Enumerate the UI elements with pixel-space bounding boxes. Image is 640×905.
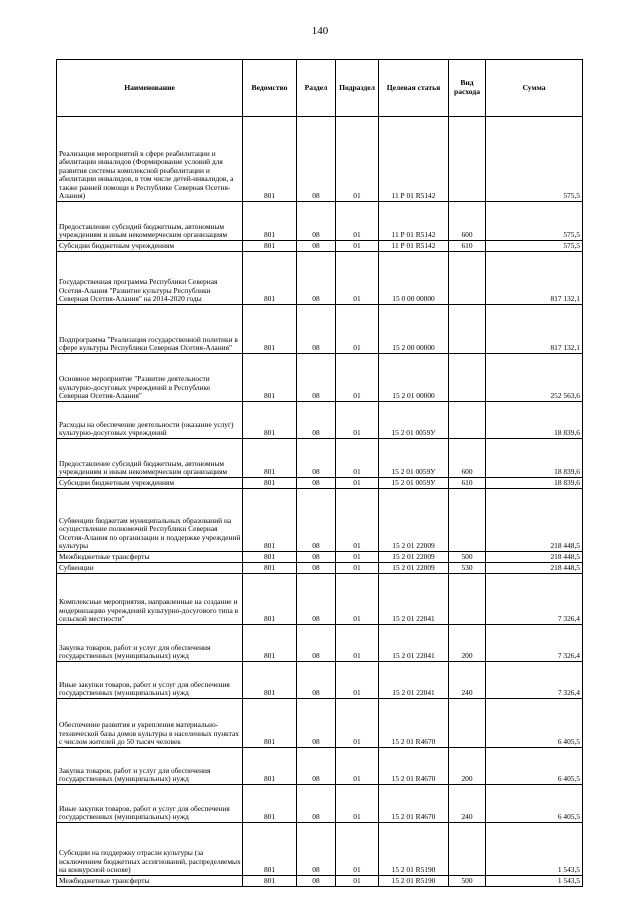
cell-subsection: 01	[336, 402, 379, 439]
cell-sum: 575,5	[486, 202, 583, 241]
cell-target: 15 2 01 22009	[379, 489, 449, 552]
cell-expense: 600	[449, 202, 486, 241]
cell-subsection: 01	[336, 252, 379, 305]
cell-dept: 801	[243, 662, 297, 699]
cell-section: 08	[297, 748, 336, 785]
cell-target: 15 2 01 R4670	[379, 748, 449, 785]
cell-subsection: 01	[336, 354, 379, 402]
cell-section: 08	[297, 823, 336, 876]
table-row	[57, 305, 583, 354]
header-sum: Сумма	[486, 60, 583, 117]
header-dept: Ведомство	[243, 60, 297, 117]
cell-section: 08	[297, 202, 336, 241]
cell-subsection: 01	[336, 785, 379, 823]
cell-sum: 1 543,5	[486, 823, 583, 876]
table-row	[57, 662, 583, 699]
cell-expense	[449, 354, 486, 402]
cell-dept: 801	[243, 823, 297, 876]
cell-name: Субвенции бюджетам муниципальных образований на осуществление полномочий Республики Северная Осетия-Алания по организации и поддержке учреждений культуры	[57, 489, 243, 552]
cell-dept: 801	[243, 876, 297, 887]
cell-dept: 801	[243, 563, 297, 574]
table-row	[57, 574, 583, 625]
cell-dept: 801	[243, 489, 297, 552]
cell-name: Межбюджетные трансферты	[57, 876, 243, 887]
header-expense: Вид расхода	[449, 60, 486, 117]
cell-target: 11 Р 01 R5142	[379, 202, 449, 241]
cell-name: Иные закупки товаров, работ и услуг для обеспечения государственных (муниципальных) нужд	[57, 785, 243, 823]
cell-sum: 218 448,5	[486, 489, 583, 552]
cell-name: Обеспечение развития и укрепления материально-технической базы домов культуры в населенных пунктах с числом жителей до 50 тысяч человек	[57, 699, 243, 748]
budget-table	[56, 59, 583, 887]
cell-dept: 801	[243, 478, 297, 489]
cell-dept: 801	[243, 354, 297, 402]
cell-name: Государственная программа Республики Северная Осетия-Алания "Развитие культуры Республики Северная Осетия-Алания" на 2014-2020 годы	[57, 252, 243, 305]
cell-target: 15 2 01 22009	[379, 563, 449, 574]
cell-section: 08	[297, 354, 336, 402]
cell-sum: 252 563,6	[486, 354, 583, 402]
cell-name: Межбюджетные трансферты	[57, 552, 243, 563]
table-row	[57, 117, 583, 202]
cell-sum: 817 132,1	[486, 305, 583, 354]
cell-dept: 801	[243, 785, 297, 823]
cell-sum: 7 326,4	[486, 662, 583, 699]
cell-dept: 801	[243, 202, 297, 241]
cell-target: 15 2 00 00000	[379, 305, 449, 354]
cell-dept: 801	[243, 439, 297, 478]
table-row	[57, 354, 583, 402]
cell-name: Подпрограмма "Реализация государственной политики в сфере культуры Республики Северная Осетия-Алания"	[57, 305, 243, 354]
cell-subsection: 01	[336, 699, 379, 748]
cell-dept: 801	[243, 748, 297, 785]
cell-dept: 801	[243, 699, 297, 748]
cell-sum: 218 448,5	[486, 552, 583, 563]
cell-name: Закупка товаров, работ и услуг для обеспечения государственных (муниципальных) нужд	[57, 748, 243, 785]
cell-section: 08	[297, 662, 336, 699]
cell-expense	[449, 117, 486, 202]
cell-section: 08	[297, 625, 336, 662]
cell-sum: 6 405,5	[486, 699, 583, 748]
cell-section: 08	[297, 563, 336, 574]
table-row	[57, 785, 583, 823]
cell-subsection: 01	[336, 823, 379, 876]
cell-section: 08	[297, 241, 336, 252]
header-target: Целевая статья	[379, 60, 449, 117]
cell-section: 08	[297, 574, 336, 625]
cell-target: 15 0 00 00000	[379, 252, 449, 305]
table-row	[57, 402, 583, 439]
cell-section: 08	[297, 876, 336, 887]
table-row	[57, 202, 583, 241]
cell-section: 08	[297, 489, 336, 552]
cell-name: Субсидии бюджетным учреждениям	[57, 478, 243, 489]
cell-dept: 801	[243, 402, 297, 439]
cell-name: Иные закупки товаров, работ и услуг для обеспечения государственных (муниципальных) нужд	[57, 662, 243, 699]
cell-name: Предоставление субсидий бюджетным, автономным учреждениям и иным некоммерческим организациям	[57, 202, 243, 241]
cell-subsection: 01	[336, 202, 379, 241]
cell-sum: 817 132,1	[486, 252, 583, 305]
cell-expense: 610	[449, 478, 486, 489]
cell-section: 08	[297, 252, 336, 305]
cell-expense: 500	[449, 552, 486, 563]
cell-target: 15 2 01 0059У	[379, 439, 449, 478]
cell-dept: 801	[243, 117, 297, 202]
cell-target: 15 2 01 0059У	[379, 478, 449, 489]
cell-subsection: 01	[336, 489, 379, 552]
cell-name: Субсидии на поддержку отрасли культуры (за исключением бюджетных ассигнований, распределяемых на конкурсной основе)	[57, 823, 243, 876]
header-name: Наименование	[57, 60, 243, 117]
table-header	[57, 60, 583, 117]
cell-dept: 801	[243, 305, 297, 354]
cell-expense: 600	[449, 439, 486, 478]
page-number: 140	[311, 25, 329, 37]
table-row	[57, 241, 583, 252]
cell-subsection: 01	[336, 117, 379, 202]
cell-expense: 530	[449, 563, 486, 574]
cell-sum: 6 405,5	[486, 748, 583, 785]
cell-target: 15 2 01 R4670	[379, 699, 449, 748]
cell-expense	[449, 305, 486, 354]
cell-target: 11 Р 01 R5142	[379, 241, 449, 252]
cell-section: 08	[297, 699, 336, 748]
cell-subsection: 01	[336, 478, 379, 489]
cell-target: 15 2 01 R5190	[379, 823, 449, 876]
cell-expense: 500	[449, 876, 486, 887]
cell-dept: 801	[243, 625, 297, 662]
cell-subsection: 01	[336, 563, 379, 574]
cell-name: Закупка товаров, работ и услуг для обеспечения государственных (муниципальных) нужд	[57, 625, 243, 662]
cell-subsection: 01	[336, 241, 379, 252]
cell-target: 15 2 01 22041	[379, 574, 449, 625]
cell-expense	[449, 252, 486, 305]
cell-expense: 240	[449, 662, 486, 699]
cell-subsection: 01	[336, 305, 379, 354]
table-row	[57, 478, 583, 489]
cell-subsection: 01	[336, 574, 379, 625]
cell-dept: 801	[243, 252, 297, 305]
header-subsection: Подраздел	[336, 60, 379, 117]
table-row	[57, 823, 583, 876]
cell-section: 08	[297, 402, 336, 439]
cell-target: 15 2 01 R4670	[379, 785, 449, 823]
cell-dept: 801	[243, 574, 297, 625]
cell-target: 15 2 01 R5190	[379, 876, 449, 887]
cell-name: Основное мероприятие "Развитие деятельности культурно-досуговых учреждений в Республике Северная Осетия-Алания"	[57, 354, 243, 402]
cell-sum: 18 839,6	[486, 478, 583, 489]
cell-sum: 1 543,5	[486, 876, 583, 887]
cell-section: 08	[297, 305, 336, 354]
cell-sum: 18 839,6	[486, 439, 583, 478]
cell-section: 08	[297, 785, 336, 823]
table-row	[57, 876, 583, 887]
cell-section: 08	[297, 117, 336, 202]
cell-subsection: 01	[336, 662, 379, 699]
cell-sum: 7 326,4	[486, 574, 583, 625]
table-body	[57, 117, 583, 887]
cell-name: Реализация мероприятий в сфере реабилитации и абилитации инвалидов (Формирование условий для развития системы комплексной реабилитации и абилитации инвалидов, в том числе детей-инвалидов, а также ранней помощи в Республике Северная Осетия-Алания)	[57, 117, 243, 202]
cell-expense: 200	[449, 625, 486, 662]
cell-dept: 801	[243, 552, 297, 563]
cell-target: 15 2 01 22009	[379, 552, 449, 563]
cell-sum: 575,5	[486, 117, 583, 202]
table-row	[57, 252, 583, 305]
cell-section: 08	[297, 552, 336, 563]
table-row	[57, 748, 583, 785]
cell-sum: 218 448,5	[486, 563, 583, 574]
cell-expense	[449, 699, 486, 748]
table-row	[57, 489, 583, 552]
cell-expense	[449, 823, 486, 876]
cell-subsection: 01	[336, 748, 379, 785]
cell-subsection: 01	[336, 876, 379, 887]
cell-section: 08	[297, 439, 336, 478]
cell-sum: 7 326,4	[486, 625, 583, 662]
cell-expense: 200	[449, 748, 486, 785]
header-section: Раздел	[297, 60, 336, 117]
cell-target: 11 Р 01 R5142	[379, 117, 449, 202]
cell-target: 15 2 01 22041	[379, 625, 449, 662]
cell-expense	[449, 489, 486, 552]
cell-target: 15 2 01 0059У	[379, 402, 449, 439]
cell-dept: 801	[243, 241, 297, 252]
cell-target: 15 2 01 22041	[379, 662, 449, 699]
table-row	[57, 439, 583, 478]
table-row	[57, 552, 583, 563]
cell-name: Субсидии бюджетным учреждениям	[57, 241, 243, 252]
cell-sum: 575,5	[486, 241, 583, 252]
cell-target: 15 2 01 00000	[379, 354, 449, 402]
table-row	[57, 625, 583, 662]
cell-expense: 240	[449, 785, 486, 823]
cell-expense: 610	[449, 241, 486, 252]
cell-expense	[449, 574, 486, 625]
cell-section: 08	[297, 478, 336, 489]
cell-subsection: 01	[336, 439, 379, 478]
cell-subsection: 01	[336, 625, 379, 662]
cell-sum: 6 405,5	[486, 785, 583, 823]
cell-sum: 18 839,6	[486, 402, 583, 439]
cell-name: Субвенции	[57, 563, 243, 574]
cell-name: Предоставление субсидий бюджетным, автономным учреждениям и иным некоммерческим организациям	[57, 439, 243, 478]
cell-subsection: 01	[336, 552, 379, 563]
table-row	[57, 699, 583, 748]
cell-name: Расходы на обеспечение деятельности (оказание услуг) культурно-досуговых учреждений	[57, 402, 243, 439]
table-row	[57, 563, 583, 574]
cell-name: Комплексные мероприятия, направленные на создание и модернизацию учреждений культурно-досугового типа в сельской местности"	[57, 574, 243, 625]
cell-expense	[449, 402, 486, 439]
